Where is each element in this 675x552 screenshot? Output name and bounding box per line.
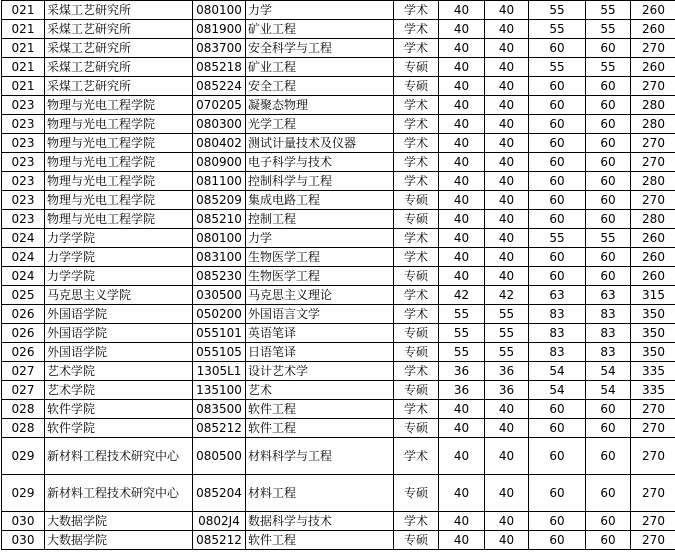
score-subject-one-cell: 60	[529, 210, 586, 229]
table-row	[2, 438, 675, 475]
total-score-cell: 315	[631, 286, 675, 305]
score-subject-one-cell: 63	[529, 286, 586, 305]
degree-type-cell: 学术	[394, 134, 439, 153]
major-code-cell: 0802J4	[193, 512, 246, 531]
table-row	[2, 134, 675, 153]
total-score-cell: 280	[631, 115, 675, 134]
school-code-cell: 025	[2, 286, 45, 305]
major-code-cell: 080402	[193, 134, 246, 153]
major-code-cell: 085212	[193, 531, 246, 550]
total-score-cell: 270	[631, 531, 675, 550]
major-code-cell: 085218	[193, 58, 246, 77]
degree-type-cell: 学术	[394, 39, 439, 58]
score-subject-two-cell: 60	[586, 400, 631, 419]
table-row	[2, 77, 675, 96]
score-foreign-language-cell: 40	[485, 438, 529, 475]
table-row	[2, 381, 675, 400]
score-foreign-language-cell: 42	[485, 286, 529, 305]
score-foreign-language-cell: 40	[485, 229, 529, 248]
major-name-cell: 测试计量技术及仪器	[246, 134, 394, 153]
score-subject-two-cell: 60	[586, 531, 631, 550]
major-name-cell: 矿业工程	[246, 58, 394, 77]
degree-type-cell: 学术	[394, 362, 439, 381]
score-subject-one-cell: 60	[529, 115, 586, 134]
score-subject-two-cell: 60	[586, 248, 631, 267]
major-code-cell: 081900	[193, 20, 246, 39]
major-name-cell: 凝聚态物理	[246, 96, 394, 115]
school-code-cell: 029	[2, 475, 45, 512]
score-subject-two-cell: 60	[586, 39, 631, 58]
score-politics-cell: 40	[439, 229, 485, 248]
school-name-cell: 艺术学院	[45, 362, 193, 381]
score-subject-two-cell: 83	[586, 324, 631, 343]
score-subject-one-cell: 54	[529, 362, 586, 381]
score-subject-two-cell: 60	[586, 419, 631, 438]
score-foreign-language-cell: 40	[485, 475, 529, 512]
score-subject-one-cell: 60	[529, 419, 586, 438]
degree-type-cell: 专硕	[394, 419, 439, 438]
score-foreign-language-cell: 40	[485, 419, 529, 438]
score-politics-cell: 40	[439, 20, 485, 39]
score-foreign-language-cell: 40	[485, 267, 529, 286]
total-score-cell: 260	[631, 58, 675, 77]
school-name-cell: 采煤工艺研究所	[45, 20, 193, 39]
school-code-cell: 021	[2, 39, 45, 58]
score-foreign-language-cell: 40	[485, 210, 529, 229]
major-code-cell: 055101	[193, 324, 246, 343]
major-name-cell: 外国语言文学	[246, 305, 394, 324]
school-name-cell: 物理与光电工程学院	[45, 172, 193, 191]
school-code-cell: 030	[2, 512, 45, 531]
major-code-cell: 085224	[193, 77, 246, 96]
score-subject-two-cell: 60	[586, 438, 631, 475]
score-subject-one-cell: 83	[529, 305, 586, 324]
school-code-cell: 027	[2, 362, 45, 381]
degree-type-cell: 学术	[394, 512, 439, 531]
degree-type-cell: 学术	[394, 96, 439, 115]
degree-type-cell: 专硕	[394, 58, 439, 77]
score-subject-two-cell: 55	[586, 58, 631, 77]
table-row	[2, 343, 675, 362]
total-score-cell: 270	[631, 134, 675, 153]
school-name-cell: 马克思主义学院	[45, 286, 193, 305]
table-row	[2, 512, 675, 531]
score-subject-two-cell: 60	[586, 115, 631, 134]
score-subject-one-cell: 60	[529, 267, 586, 286]
table-row	[2, 191, 675, 210]
major-code-cell: 085209	[193, 191, 246, 210]
score-foreign-language-cell: 40	[485, 191, 529, 210]
score-politics-cell: 55	[439, 343, 485, 362]
score-politics-cell: 40	[439, 531, 485, 550]
score-foreign-language-cell: 55	[485, 324, 529, 343]
major-code-cell: 081100	[193, 172, 246, 191]
school-code-cell: 023	[2, 134, 45, 153]
total-score-cell: 260	[631, 267, 675, 286]
score-politics-cell: 55	[439, 324, 485, 343]
score-foreign-language-cell: 40	[485, 1, 529, 20]
score-foreign-language-cell: 40	[485, 115, 529, 134]
school-name-cell: 采煤工艺研究所	[45, 39, 193, 58]
major-code-cell: 050200	[193, 305, 246, 324]
degree-type-cell: 专硕	[394, 210, 439, 229]
score-politics-cell: 40	[439, 438, 485, 475]
score-subject-one-cell: 54	[529, 381, 586, 400]
school-name-cell: 大数据学院	[45, 531, 193, 550]
total-score-cell: 280	[631, 172, 675, 191]
table-row	[2, 324, 675, 343]
total-score-cell: 335	[631, 381, 675, 400]
major-name-cell: 控制科学与工程	[246, 172, 394, 191]
score-politics-cell: 40	[439, 153, 485, 172]
degree-type-cell: 学术	[394, 115, 439, 134]
score-politics-cell: 40	[439, 172, 485, 191]
school-name-cell: 物理与光电工程学院	[45, 115, 193, 134]
score-foreign-language-cell: 40	[485, 172, 529, 191]
score-foreign-language-cell: 40	[485, 39, 529, 58]
school-name-cell: 物理与光电工程学院	[45, 210, 193, 229]
school-name-cell: 采煤工艺研究所	[45, 58, 193, 77]
major-name-cell: 力学	[246, 229, 394, 248]
table-row	[2, 267, 675, 286]
score-subject-one-cell: 55	[529, 58, 586, 77]
score-subject-two-cell: 60	[586, 267, 631, 286]
major-code-cell: 080100	[193, 229, 246, 248]
school-name-cell: 外国语学院	[45, 324, 193, 343]
major-code-cell: 080500	[193, 438, 246, 475]
score-politics-cell: 40	[439, 115, 485, 134]
major-name-cell: 日语笔译	[246, 343, 394, 362]
score-politics-cell: 42	[439, 286, 485, 305]
school-name-cell: 新材料工程技术研究中心	[45, 438, 193, 475]
school-code-cell: 030	[2, 531, 45, 550]
score-subject-one-cell: 60	[529, 153, 586, 172]
score-subject-one-cell: 83	[529, 324, 586, 343]
score-subject-one-cell: 55	[529, 229, 586, 248]
major-name-cell: 软件工程	[246, 531, 394, 550]
major-code-cell: 080900	[193, 153, 246, 172]
degree-type-cell: 学术	[394, 172, 439, 191]
total-score-cell: 270	[631, 419, 675, 438]
score-subject-two-cell: 83	[586, 305, 631, 324]
degree-type-cell: 学术	[394, 153, 439, 172]
degree-type-cell: 学术	[394, 400, 439, 419]
school-code-cell: 021	[2, 58, 45, 77]
table-body	[2, 1, 675, 550]
school-code-cell: 029	[2, 438, 45, 475]
major-code-cell: 080300	[193, 115, 246, 134]
total-score-cell: 260	[631, 229, 675, 248]
major-name-cell: 力学	[246, 1, 394, 20]
total-score-cell: 280	[631, 96, 675, 115]
table-row	[2, 115, 675, 134]
total-score-cell: 270	[631, 77, 675, 96]
score-politics-cell: 36	[439, 362, 485, 381]
score-subject-two-cell: 55	[586, 229, 631, 248]
score-politics-cell: 36	[439, 381, 485, 400]
table-row	[2, 286, 675, 305]
school-name-cell: 艺术学院	[45, 381, 193, 400]
score-subject-one-cell: 55	[529, 1, 586, 20]
school-name-cell: 采煤工艺研究所	[45, 1, 193, 20]
score-politics-cell: 40	[439, 512, 485, 531]
score-subject-one-cell: 60	[529, 191, 586, 210]
score-foreign-language-cell: 40	[485, 153, 529, 172]
score-subject-one-cell: 60	[529, 512, 586, 531]
score-subject-one-cell: 60	[529, 475, 586, 512]
score-subject-one-cell: 60	[529, 172, 586, 191]
table-row	[2, 210, 675, 229]
school-code-cell: 023	[2, 172, 45, 191]
major-name-cell: 艺术	[246, 381, 394, 400]
school-code-cell: 024	[2, 267, 45, 286]
major-name-cell: 控制工程	[246, 210, 394, 229]
degree-type-cell: 学术	[394, 229, 439, 248]
score-subject-two-cell: 60	[586, 191, 631, 210]
major-code-cell: 030500	[193, 286, 246, 305]
score-foreign-language-cell: 40	[485, 20, 529, 39]
school-name-cell: 力学学院	[45, 267, 193, 286]
total-score-cell: 335	[631, 362, 675, 381]
degree-type-cell: 专硕	[394, 475, 439, 512]
school-name-cell: 物理与光电工程学院	[45, 134, 193, 153]
major-name-cell: 马克思主义理论	[246, 286, 394, 305]
school-name-cell: 大数据学院	[45, 512, 193, 531]
total-score-cell: 260	[631, 248, 675, 267]
score-foreign-language-cell: 40	[485, 400, 529, 419]
school-name-cell: 物理与光电工程学院	[45, 153, 193, 172]
score-foreign-language-cell: 40	[485, 134, 529, 153]
score-subject-one-cell: 60	[529, 96, 586, 115]
total-score-cell: 270	[631, 400, 675, 419]
major-name-cell: 数据科学与技术	[246, 512, 394, 531]
degree-type-cell: 专硕	[394, 267, 439, 286]
school-code-cell: 021	[2, 20, 45, 39]
score-subject-two-cell: 54	[586, 362, 631, 381]
major-code-cell: 070205	[193, 96, 246, 115]
major-code-cell: 055105	[193, 343, 246, 362]
score-subject-two-cell: 55	[586, 1, 631, 20]
total-score-cell: 270	[631, 475, 675, 512]
degree-type-cell: 专硕	[394, 191, 439, 210]
total-score-cell: 280	[631, 210, 675, 229]
table-row	[2, 229, 675, 248]
score-subject-two-cell: 83	[586, 343, 631, 362]
major-name-cell: 集成电路工程	[246, 191, 394, 210]
score-politics-cell: 40	[439, 400, 485, 419]
score-foreign-language-cell: 40	[485, 531, 529, 550]
table-row	[2, 248, 675, 267]
score-politics-cell: 40	[439, 267, 485, 286]
school-code-cell: 021	[2, 77, 45, 96]
score-foreign-language-cell: 40	[485, 248, 529, 267]
score-politics-cell: 40	[439, 1, 485, 20]
score-subject-two-cell: 60	[586, 77, 631, 96]
major-code-cell: 083100	[193, 248, 246, 267]
table-row	[2, 362, 675, 381]
major-name-cell: 安全科学与工程	[246, 39, 394, 58]
score-foreign-language-cell: 36	[485, 381, 529, 400]
score-subject-two-cell: 60	[586, 153, 631, 172]
score-subject-one-cell: 60	[529, 248, 586, 267]
major-code-cell: 080100	[193, 1, 246, 20]
total-score-cell: 350	[631, 305, 675, 324]
score-politics-cell: 40	[439, 191, 485, 210]
score-foreign-language-cell: 40	[485, 512, 529, 531]
score-subject-one-cell: 60	[529, 400, 586, 419]
school-code-cell: 021	[2, 1, 45, 20]
school-name-cell: 物理与光电工程学院	[45, 96, 193, 115]
table-row	[2, 153, 675, 172]
table-row	[2, 172, 675, 191]
degree-type-cell: 学术	[394, 286, 439, 305]
table-row	[2, 419, 675, 438]
school-code-cell: 028	[2, 419, 45, 438]
score-foreign-language-cell: 55	[485, 343, 529, 362]
table-row	[2, 475, 675, 512]
major-code-cell: 135100	[193, 381, 246, 400]
major-code-cell: 083700	[193, 39, 246, 58]
major-name-cell: 材料工程	[246, 475, 394, 512]
major-name-cell: 电子科学与技术	[246, 153, 394, 172]
degree-type-cell: 专硕	[394, 381, 439, 400]
major-name-cell: 英语笔译	[246, 324, 394, 343]
score-subject-one-cell: 60	[529, 77, 586, 96]
score-politics-cell: 40	[439, 134, 485, 153]
total-score-cell: 270	[631, 512, 675, 531]
school-code-cell: 026	[2, 324, 45, 343]
score-subject-one-cell: 60	[529, 39, 586, 58]
school-name-cell: 外国语学院	[45, 305, 193, 324]
table-row	[2, 400, 675, 419]
score-subject-two-cell: 60	[586, 134, 631, 153]
school-name-cell: 外国语学院	[45, 343, 193, 362]
score-politics-cell: 40	[439, 39, 485, 58]
school-code-cell: 023	[2, 96, 45, 115]
degree-type-cell: 专硕	[394, 531, 439, 550]
degree-type-cell: 专硕	[394, 324, 439, 343]
school-code-cell: 026	[2, 343, 45, 362]
score-subject-one-cell: 60	[529, 438, 586, 475]
score-politics-cell: 40	[439, 475, 485, 512]
school-code-cell: 023	[2, 153, 45, 172]
major-code-cell: 1305L1	[193, 362, 246, 381]
score-subject-one-cell: 83	[529, 343, 586, 362]
school-code-cell: 026	[2, 305, 45, 324]
score-subject-two-cell: 55	[586, 20, 631, 39]
score-politics-cell: 55	[439, 305, 485, 324]
major-code-cell: 085204	[193, 475, 246, 512]
school-code-cell: 023	[2, 115, 45, 134]
school-name-cell: 物理与光电工程学院	[45, 191, 193, 210]
score-subject-one-cell: 55	[529, 20, 586, 39]
score-foreign-language-cell: 40	[485, 58, 529, 77]
score-subject-two-cell: 60	[586, 512, 631, 531]
major-name-cell: 光学工程	[246, 115, 394, 134]
table-row	[2, 96, 675, 115]
table-row	[2, 531, 675, 550]
table-row	[2, 20, 675, 39]
total-score-cell: 270	[631, 191, 675, 210]
total-score-cell: 260	[631, 20, 675, 39]
degree-type-cell: 学术	[394, 248, 439, 267]
score-foreign-language-cell: 40	[485, 77, 529, 96]
score-subject-two-cell: 60	[586, 172, 631, 191]
school-code-cell: 024	[2, 248, 45, 267]
total-score-cell: 350	[631, 343, 675, 362]
major-code-cell: 085210	[193, 210, 246, 229]
score-foreign-language-cell: 40	[485, 96, 529, 115]
score-subject-two-cell: 60	[586, 210, 631, 229]
score-subject-two-cell: 60	[586, 475, 631, 512]
major-name-cell: 生物医学工程	[246, 248, 394, 267]
score-foreign-language-cell: 55	[485, 305, 529, 324]
total-score-cell: 270	[631, 438, 675, 475]
major-name-cell: 软件工程	[246, 419, 394, 438]
school-name-cell: 力学学院	[45, 229, 193, 248]
score-subject-one-cell: 60	[529, 531, 586, 550]
score-politics-cell: 40	[439, 96, 485, 115]
degree-type-cell: 学术	[394, 20, 439, 39]
degree-type-cell: 学术	[394, 438, 439, 475]
school-code-cell: 027	[2, 381, 45, 400]
table-row	[2, 58, 675, 77]
score-foreign-language-cell: 36	[485, 362, 529, 381]
score-politics-cell: 40	[439, 210, 485, 229]
score-politics-cell: 40	[439, 77, 485, 96]
school-name-cell: 力学学院	[45, 248, 193, 267]
degree-type-cell: 专硕	[394, 343, 439, 362]
score-politics-cell: 40	[439, 419, 485, 438]
school-name-cell: 新材料工程技术研究中心	[45, 475, 193, 512]
major-name-cell: 矿业工程	[246, 20, 394, 39]
school-code-cell: 023	[2, 210, 45, 229]
total-score-cell: 270	[631, 39, 675, 58]
total-score-cell: 260	[631, 1, 675, 20]
score-subject-one-cell: 60	[529, 134, 586, 153]
score-table	[1, 0, 675, 550]
degree-type-cell: 专硕	[394, 77, 439, 96]
degree-type-cell: 学术	[394, 305, 439, 324]
score-subject-two-cell: 54	[586, 381, 631, 400]
degree-type-cell: 学术	[394, 1, 439, 20]
school-name-cell: 采煤工艺研究所	[45, 77, 193, 96]
table-row	[2, 305, 675, 324]
total-score-cell: 270	[631, 153, 675, 172]
school-code-cell: 023	[2, 191, 45, 210]
major-name-cell: 材料科学与工程	[246, 438, 394, 475]
school-code-cell: 028	[2, 400, 45, 419]
major-code-cell: 085230	[193, 267, 246, 286]
school-code-cell: 024	[2, 229, 45, 248]
score-politics-cell: 40	[439, 248, 485, 267]
score-politics-cell: 40	[439, 58, 485, 77]
table-row	[2, 1, 675, 20]
table-row	[2, 39, 675, 58]
major-name-cell: 软件工程	[246, 400, 394, 419]
school-name-cell: 软件学院	[45, 419, 193, 438]
major-code-cell: 083500	[193, 400, 246, 419]
score-subject-two-cell: 60	[586, 96, 631, 115]
major-name-cell: 生物医学工程	[246, 267, 394, 286]
major-code-cell: 085212	[193, 419, 246, 438]
total-score-cell: 350	[631, 324, 675, 343]
score-subject-two-cell: 63	[586, 286, 631, 305]
major-name-cell: 安全工程	[246, 77, 394, 96]
school-name-cell: 软件学院	[45, 400, 193, 419]
major-name-cell: 设计艺术学	[246, 362, 394, 381]
